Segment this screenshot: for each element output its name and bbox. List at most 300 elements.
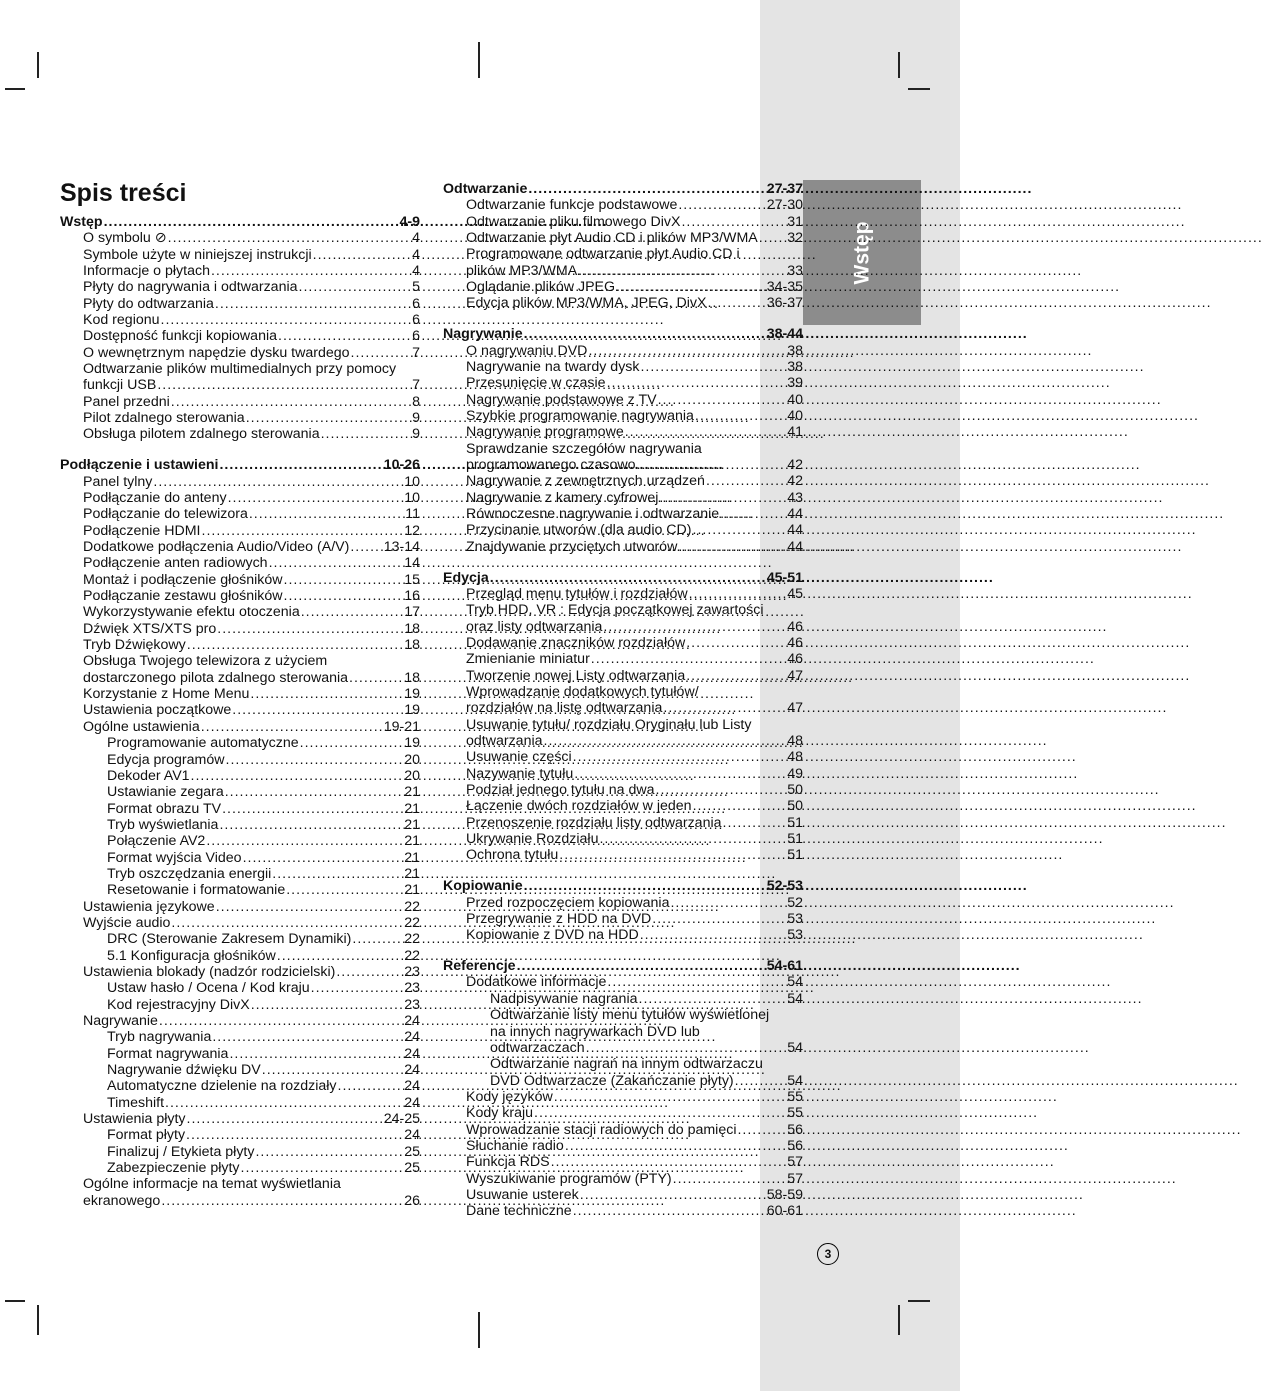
toc-entry-page: 24	[404, 1045, 420, 1062]
toc-entry[interactable]	[60, 882, 420, 898]
toc-entry[interactable]	[60, 312, 420, 328]
toc-entry[interactable]	[443, 700, 803, 716]
dot-leader	[663, 700, 786, 716]
dot-leader	[565, 1138, 786, 1154]
toc-entry-label: Płyty do nagrywania i odtwarzania	[83, 279, 298, 296]
toc-entry[interactable]	[60, 931, 420, 947]
toc-entry-page: 9	[412, 426, 420, 443]
toc-entry-label: Tryb nagrywania	[107, 1029, 212, 1046]
toc-entry-page: 54	[787, 974, 803, 991]
toc-entry[interactable]	[443, 717, 803, 733]
toc-entry[interactable]	[443, 457, 803, 473]
toc-entry-page: 56	[787, 1137, 803, 1154]
toc-entry[interactable]	[443, 246, 803, 262]
toc-entry[interactable]	[60, 230, 420, 246]
toc-entry[interactable]	[60, 670, 420, 686]
toc-entry-label: Odtwarzanie płyt Audio CD i plików MP3/WMA	[466, 230, 758, 247]
toc-entry[interactable]	[60, 752, 420, 768]
toc-entry[interactable]	[60, 621, 420, 637]
toc-entry-page: 48	[787, 733, 803, 749]
toc-entry[interactable]	[443, 279, 803, 295]
toc-entry[interactable]	[443, 635, 803, 651]
toc-entry-page: 12	[404, 522, 420, 539]
toc-section	[443, 181, 803, 312]
toc-entry-label: Przycinanie utworów (dla audio CD)	[466, 522, 692, 539]
toc-entry-page: 32	[787, 230, 803, 247]
dot-leader	[222, 801, 403, 817]
toc-entry-page: 27-37	[766, 181, 803, 197]
toc-entry[interactable]	[443, 230, 803, 246]
toc-entry[interactable]	[443, 343, 803, 359]
toc-entry-page: 26	[404, 1192, 420, 1209]
toc-section-heading[interactable]	[60, 214, 420, 230]
toc-section	[443, 570, 803, 864]
toc-entry-page: 21	[404, 833, 420, 850]
dot-leader	[187, 637, 403, 653]
dot-leader	[640, 359, 786, 375]
toc-entry[interactable]	[443, 684, 803, 700]
dot-leader	[658, 392, 787, 408]
toc-entry-label: Podział jednego tytułu na dwa	[466, 782, 655, 799]
toc-entry[interactable]	[60, 1160, 420, 1176]
toc-entry-label: Podłączenie HDMI	[83, 522, 201, 539]
toc-entry-page: 55	[787, 1105, 803, 1122]
dot-leader	[187, 1111, 383, 1127]
dot-leader	[246, 410, 411, 426]
toc-entry[interactable]	[60, 263, 420, 279]
toc-entry[interactable]	[60, 915, 420, 931]
toc-entry-label: Nagrywanie dźwięku DV	[107, 1062, 261, 1079]
toc-entry-label: Podłączenie anten radiowych	[83, 555, 268, 572]
toc-entry[interactable]	[443, 408, 803, 424]
dot-leader	[573, 1203, 766, 1219]
toc-entry[interactable]	[60, 588, 420, 604]
toc-entry-page: 19-21	[383, 718, 420, 735]
toc-entry-label: Zabezpieczenie płyty	[107, 1160, 240, 1177]
crop-mark	[37, 52, 39, 78]
toc-entry[interactable]	[443, 392, 803, 408]
dot-leader	[225, 784, 404, 800]
toc-entry-page: 5	[412, 279, 420, 296]
toc-entry[interactable]	[60, 784, 420, 800]
dot-leader	[206, 833, 403, 849]
toc-entry-label: plików MP3/WMA	[466, 262, 578, 279]
dot-leader	[313, 247, 411, 263]
toc-entry-label: Wstęp	[60, 214, 103, 230]
toc-entry[interactable]	[60, 296, 420, 312]
toc-entry[interactable]	[60, 539, 420, 555]
dot-leader	[286, 882, 403, 898]
toc-section	[60, 457, 420, 1209]
toc-entry-page: 21	[404, 784, 420, 801]
toc-entry-page: 25	[404, 1160, 420, 1177]
dot-leader	[759, 230, 786, 246]
toc-entry[interactable]	[443, 424, 803, 440]
toc-entry[interactable]	[60, 523, 420, 539]
dot-leader	[300, 735, 404, 751]
toc-entry-page: 22	[404, 914, 420, 931]
toc-section	[60, 214, 420, 443]
toc-entry[interactable]	[443, 651, 803, 667]
toc-entry-label: Programowane odtwarzanie płyt Audio CD i	[466, 246, 740, 263]
toc-entry-label: Łączenie dwóch rozdziałów w jeden	[466, 798, 692, 815]
dot-leader	[352, 931, 403, 947]
toc-entry[interactable]	[443, 1187, 803, 1203]
toc-entry-label: Przegląd menu tytułów i rozdziałów	[466, 585, 688, 602]
toc-entry-label: Usuwanie części	[466, 749, 572, 766]
toc-entry[interactable]	[60, 345, 420, 361]
toc-entry[interactable]	[443, 1024, 803, 1040]
toc-entry-label: programowanego czasowo	[466, 457, 636, 473]
dot-leader	[229, 1046, 403, 1062]
toc-entry[interactable]	[60, 1029, 420, 1045]
dot-leader	[737, 1122, 786, 1138]
toc-entry-label: Tryb oszczędzania energii	[107, 865, 272, 882]
toc-entry[interactable]	[60, 686, 420, 702]
toc-entry-page: 46	[787, 618, 803, 635]
toc-entry-label: Podłączanie zestawu głośników	[83, 588, 283, 605]
toc-entry-page: 24	[404, 1127, 420, 1144]
dot-leader	[586, 1040, 787, 1056]
toc-entry[interactable]	[60, 833, 420, 849]
toc-entry[interactable]	[443, 506, 803, 522]
toc-entry[interactable]	[443, 766, 803, 782]
dot-leader	[165, 1095, 403, 1111]
dot-leader	[723, 815, 787, 831]
toc-entry-page: 60-61	[766, 1203, 803, 1220]
toc-entry-page: 53	[787, 910, 803, 927]
toc-entry-page: 50	[787, 798, 803, 815]
dot-leader	[255, 1144, 403, 1160]
toc-entry[interactable]	[60, 279, 420, 295]
toc-entry[interactable]	[60, 604, 420, 620]
toc-entry[interactable]	[443, 974, 803, 990]
toc-entry-label: Symbole użyte w niniejszej instrukcji	[83, 246, 312, 263]
toc-entry-page: 42	[787, 473, 803, 490]
toc-entry-page: 23	[404, 963, 420, 980]
dot-leader	[735, 1073, 787, 1089]
toc-entry-label: Nagrywanie	[83, 1013, 158, 1029]
toc-entry[interactable]	[60, 1046, 420, 1062]
toc-entry-label: Kopiowanie z DVD na HDD	[466, 927, 639, 944]
toc-section	[443, 326, 803, 555]
toc-entry-label: Podłączanie do anteny	[83, 490, 227, 506]
toc-entry-page: 51	[787, 847, 803, 864]
toc-entry[interactable]	[60, 1078, 420, 1094]
toc-entry[interactable]	[443, 815, 803, 831]
dot-leader	[686, 668, 786, 684]
toc-entry-page: 51	[787, 831, 803, 848]
toc-entry-page: 18	[404, 620, 420, 637]
toc-entry-label: O wewnętrznym napędzie dysku twardego	[83, 344, 350, 361]
toc-entry-label: Kody kraju	[466, 1105, 534, 1122]
toc-entry-label: Ogólne informacje na temat wyświetlania	[83, 1176, 341, 1193]
toc-entry[interactable]	[60, 394, 420, 410]
toc-entry-label: Ustawienia płyty	[83, 1111, 186, 1128]
dot-leader	[202, 523, 404, 539]
toc-entry-page: 57	[787, 1154, 803, 1171]
toc-entry-label: Słuchanie radio	[466, 1137, 564, 1154]
toc-entry-page: 22	[404, 947, 420, 964]
toc-entry[interactable]	[443, 214, 803, 230]
toc-entry[interactable]	[60, 1111, 420, 1127]
toc-entry[interactable]	[443, 1007, 803, 1023]
toc-entry-page: 21	[404, 849, 420, 866]
toc-entry-page: 6	[412, 312, 420, 329]
toc-entry-label: Format obrazu TV	[107, 800, 222, 817]
toc-entry-page: 10	[404, 490, 420, 506]
toc-entry[interactable]	[60, 247, 420, 263]
toc-entry[interactable]	[443, 441, 803, 457]
toc-entry[interactable]	[443, 586, 803, 602]
toc-entry[interactable]	[60, 801, 420, 817]
toc-section-heading[interactable]	[443, 181, 803, 197]
toc-entry[interactable]	[443, 1154, 803, 1170]
toc-entry[interactable]	[60, 1176, 420, 1192]
toc-entry[interactable]	[60, 719, 420, 735]
toc-entry-page: 21	[404, 816, 420, 833]
toc-entry[interactable]	[443, 522, 803, 538]
toc-entry-page: 20	[404, 751, 420, 768]
toc-entry-label: Format nagrywania	[107, 1045, 229, 1062]
dot-leader	[171, 394, 411, 410]
toc-entry-label: Obsługa Twojego telewizora z użyciem	[83, 653, 328, 670]
dot-leader	[321, 426, 412, 442]
toc-entry-page: 40	[787, 391, 803, 408]
toc-entry[interactable]	[60, 948, 420, 964]
toc-entry-label: Kod regionu	[83, 312, 160, 329]
toc-entry[interactable]	[443, 539, 803, 555]
toc-entry[interactable]	[443, 1203, 803, 1219]
toc-entry[interactable]	[443, 668, 803, 684]
toc-entry[interactable]	[443, 911, 803, 927]
toc-entry[interactable]	[60, 817, 420, 833]
toc-section-heading[interactable]	[443, 878, 803, 894]
toc-entry-label: Równoczesne nagrywanie i odtwarzanie	[466, 506, 720, 523]
toc-entry-page: 15	[404, 571, 420, 588]
toc-entry[interactable]	[60, 866, 420, 882]
crop-mark	[478, 1312, 480, 1348]
toc-entry-page: 54	[787, 990, 803, 1007]
toc-entry[interactable]	[443, 197, 803, 213]
toc-entry[interactable]	[443, 359, 803, 375]
dot-leader	[524, 326, 766, 342]
dot-leader	[159, 1013, 403, 1029]
dot-leader	[693, 522, 787, 538]
dot-leader	[640, 927, 787, 943]
toc-entry-page: 4-9	[399, 214, 420, 230]
toc-entry-label: Wprowadzanie dodatkowych tytułów/	[466, 683, 699, 700]
toc-entry[interactable]	[443, 798, 803, 814]
toc-entry[interactable]	[443, 1171, 803, 1187]
toc-entry-label: Odtwarzanie plików multimedialnych przy pomocy	[83, 361, 397, 378]
dot-leader	[659, 490, 786, 506]
toc-entry[interactable]	[60, 1062, 420, 1078]
toc-entry[interactable]	[443, 782, 803, 798]
toc-entry[interactable]	[60, 735, 420, 751]
toc-entry[interactable]	[443, 602, 803, 618]
toc-entry[interactable]	[60, 964, 420, 980]
dot-leader	[211, 263, 411, 279]
toc-section-heading[interactable]	[443, 958, 803, 974]
dot-leader	[695, 408, 786, 424]
toc-entry-label: Nagrywanie z kamery cyfrowej	[466, 489, 659, 506]
toc-entry[interactable]	[60, 572, 420, 588]
toc-entry[interactable]	[60, 850, 420, 866]
toc-entry-page: 24	[404, 1013, 420, 1029]
toc-entry-page: 49	[787, 765, 803, 782]
toc-entry[interactable]	[60, 361, 420, 377]
toc-entry[interactable]	[443, 263, 803, 279]
toc-entry-page: 13-14	[383, 539, 420, 556]
toc-entry-page: 52-53	[766, 878, 803, 895]
toc-entry[interactable]	[60, 474, 420, 490]
toc-entry[interactable]	[443, 1138, 803, 1154]
toc-entry-page: 21	[404, 882, 420, 899]
toc-section-heading[interactable]	[443, 570, 803, 586]
dot-leader	[168, 230, 411, 246]
toc-entry[interactable]	[443, 1089, 803, 1105]
dot-leader	[284, 572, 404, 588]
toc-entry[interactable]	[443, 733, 803, 749]
toc-entry[interactable]	[60, 702, 420, 718]
toc-entry-page: 38	[787, 358, 803, 375]
dot-leader	[616, 279, 766, 295]
toc-entry[interactable]	[443, 619, 803, 635]
toc-entry-label: Odtwarzanie nagrań na innym odtwarzaczu	[490, 1056, 763, 1073]
toc-entry-label: Dane techniczne	[466, 1203, 572, 1220]
dot-leader	[243, 850, 404, 866]
toc-entry-label: Resetowanie i formatowanie	[107, 882, 286, 899]
toc-entry-label: Dźwięk XTS/XTS pro	[83, 620, 217, 637]
dot-leader	[652, 911, 786, 927]
toc-entry-label: Ustawienia początkowe	[83, 702, 232, 719]
toc-entry[interactable]	[60, 1127, 420, 1143]
toc-entry[interactable]	[60, 653, 420, 669]
toc-entry[interactable]	[60, 1095, 420, 1111]
toc-entry-page: 23	[404, 980, 420, 997]
dot-leader	[573, 749, 787, 765]
toc-entry[interactable]	[443, 927, 803, 943]
toc-entry-label: Przed rozpoczęciem kopiowania	[466, 894, 670, 911]
toc-entry[interactable]	[60, 768, 420, 784]
dot-leader	[284, 588, 404, 604]
toc-entry[interactable]	[60, 410, 420, 426]
dot-leader	[720, 506, 786, 522]
dot-leader	[707, 295, 765, 311]
toc-entry[interactable]	[60, 1144, 420, 1160]
toc-entry[interactable]	[60, 1193, 420, 1209]
dot-leader	[580, 1187, 766, 1203]
toc-entry-page: 54	[787, 1039, 803, 1056]
dot-leader	[336, 964, 403, 980]
toc-entry[interactable]	[60, 637, 420, 653]
toc-entry-label: O symbolu ⊘	[83, 230, 167, 247]
toc-entry[interactable]	[60, 1013, 420, 1029]
toc-entry-page: 14	[404, 555, 420, 572]
toc-entry[interactable]	[60, 377, 420, 393]
toc-entry-page: 20	[404, 767, 420, 784]
toc-entry-page: 38	[787, 342, 803, 359]
toc-entry-label: Panel tylny	[83, 473, 153, 490]
toc-entry-page: 44	[787, 522, 803, 539]
toc-entry[interactable]	[443, 473, 803, 489]
toc-entry-label: Programowanie automatyczne	[107, 735, 299, 752]
toc-entry[interactable]	[443, 295, 803, 311]
dot-leader	[212, 1029, 403, 1045]
dot-leader	[517, 958, 766, 974]
toc-entry-page: 51	[787, 814, 803, 831]
toc-entry-label: Odtwarzanie pliku filmowego DivX	[466, 213, 681, 230]
toc-entry[interactable]	[60, 899, 420, 915]
crop-mark	[908, 88, 930, 90]
toc-entry-label: na innych nagrywarkach DVD lub	[490, 1023, 700, 1040]
toc-entry-page: 31	[787, 213, 803, 230]
toc-entry-label: funkcji USB	[83, 377, 157, 394]
toc-entry[interactable]	[60, 997, 420, 1013]
toc-entry[interactable]	[60, 555, 420, 571]
toc-entry-label: Nagrywanie podstawowe z TV	[466, 391, 657, 408]
toc-section	[443, 958, 803, 1220]
dot-leader	[350, 539, 382, 555]
toc-entry-label: Usuwanie tytułu/ rozdziału Oryginału lub Listy	[466, 716, 752, 733]
toc-entry[interactable]	[443, 831, 803, 847]
toc-entry-label: Połączenie AV2	[107, 833, 206, 850]
crop-mark	[478, 42, 480, 78]
toc-section-heading[interactable]	[60, 457, 420, 473]
toc-entry[interactable]	[443, 749, 803, 765]
toc-entry-page: 48	[787, 749, 803, 766]
toc-entry[interactable]	[443, 375, 803, 391]
toc-entry-page: 39	[787, 375, 803, 392]
toc-entry[interactable]	[60, 506, 420, 522]
toc-entry[interactable]	[443, 1073, 803, 1089]
toc-entry[interactable]	[443, 847, 803, 863]
toc-entry[interactable]	[60, 328, 420, 344]
dot-leader	[241, 1160, 404, 1176]
toc-entry-page: 18	[404, 669, 420, 686]
toc-entry-label: Dodatkowe podłączenia Audio/Video (A/V)	[83, 539, 350, 556]
dot-leader	[524, 878, 766, 894]
toc-entry[interactable]	[443, 1105, 803, 1121]
toc-entry-label: Oglądanie plików JPEG	[466, 279, 616, 296]
toc-entry-label: Edycja programów	[107, 751, 225, 768]
section-tab-label: Wstęp	[850, 221, 873, 284]
toc-entry[interactable]	[443, 1122, 803, 1138]
toc-entry-page: 24	[404, 1078, 420, 1095]
dot-leader	[639, 991, 787, 1007]
toc-section-heading[interactable]	[443, 326, 803, 342]
toc-entry[interactable]	[443, 1040, 803, 1056]
toc-entry[interactable]	[443, 1056, 803, 1072]
toc-entry-label: Przesunięcie w czasie	[466, 375, 606, 392]
toc-entry[interactable]	[60, 426, 420, 442]
dot-leader	[171, 915, 403, 931]
dot-leader	[578, 263, 786, 279]
toc-entry[interactable]	[443, 490, 803, 506]
toc-entry-label: Format wyjścia Video	[107, 849, 242, 866]
dot-leader	[191, 768, 404, 784]
toc-entry[interactable]	[443, 895, 803, 911]
toc-entry[interactable]	[60, 980, 420, 996]
toc-entry[interactable]	[60, 490, 420, 506]
dot-leader	[689, 586, 787, 602]
toc-entry-label: Przegrywanie z HDD na DVD	[466, 910, 652, 927]
toc-entry-label: Ustawianie zegara	[107, 784, 224, 801]
toc-entry-label: Odtwarzanie	[443, 181, 528, 197]
toc-entry[interactable]	[443, 991, 803, 1007]
toc-entry-label: dostarczonego pilota zdalnego sterowania	[83, 669, 349, 686]
